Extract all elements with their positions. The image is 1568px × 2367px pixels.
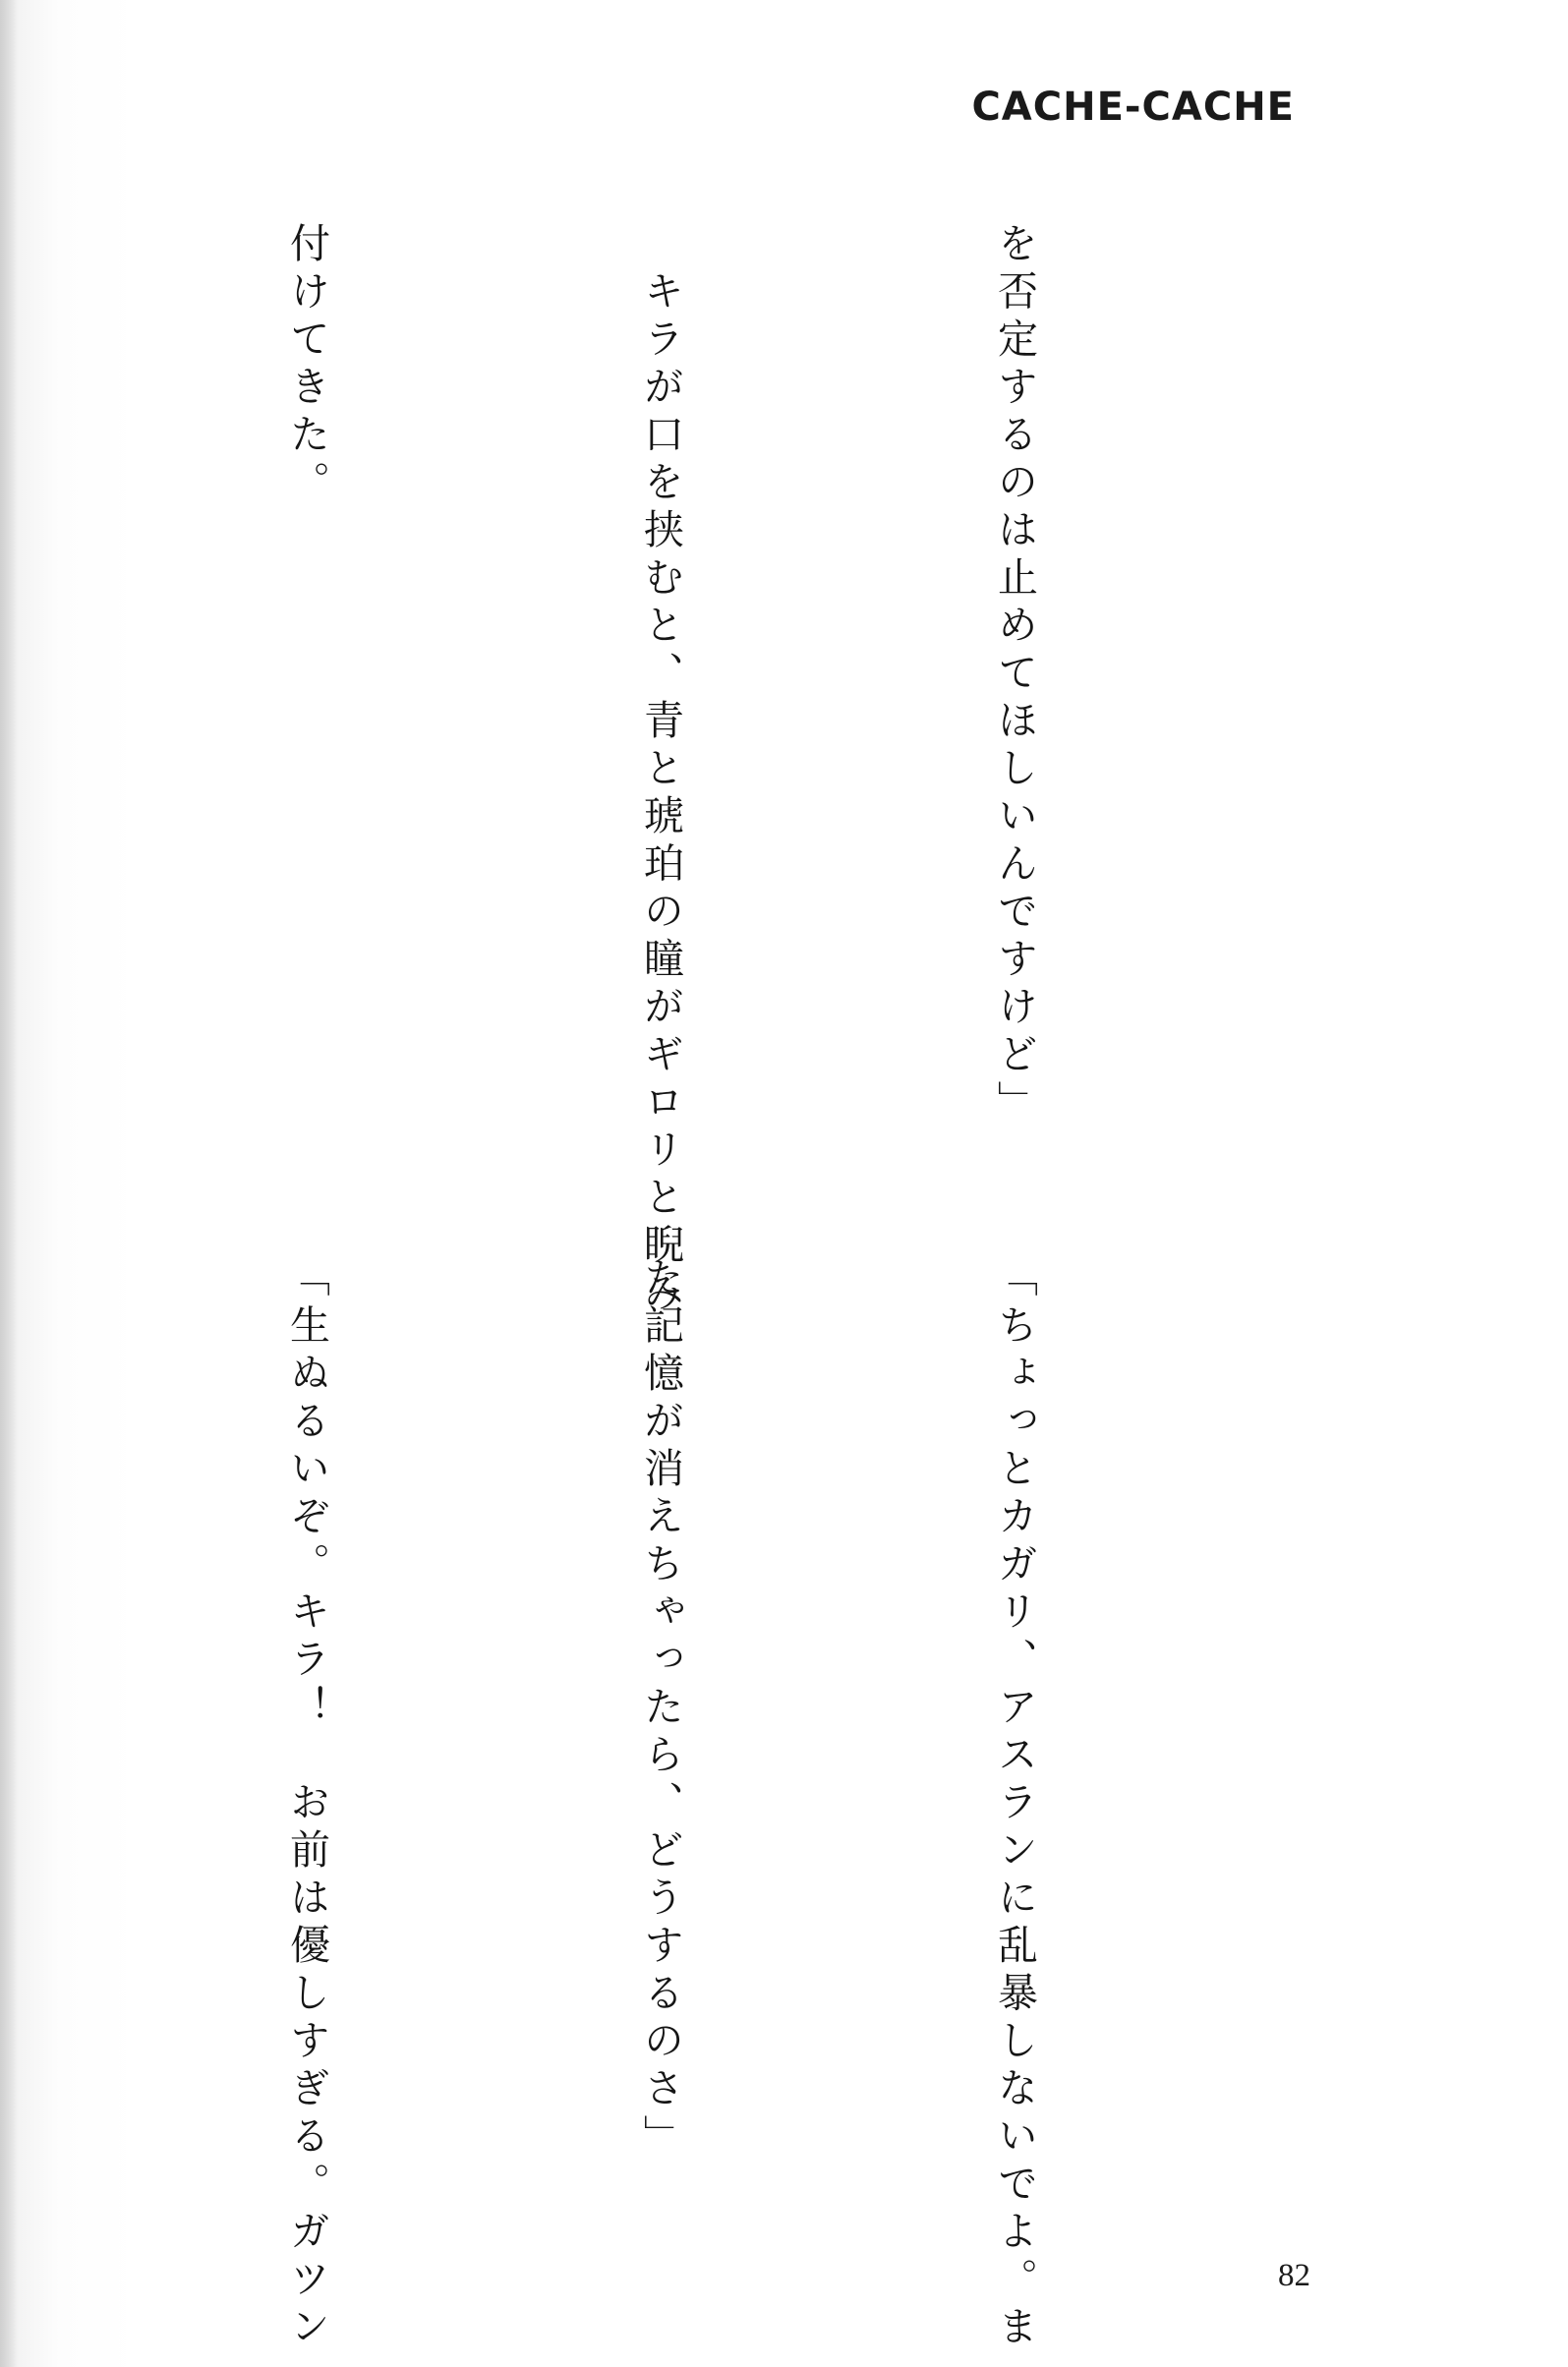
page-number: 82 — [1278, 2258, 1310, 2293]
running-title: CACHE-CACHE — [971, 85, 1295, 130]
text-line: 付けてきた。 — [283, 222, 330, 508]
text-line — [0, 222, 12, 1205]
text-line: 「ちょっとカガリ、アスランに乱暴しないでよ。ま — [991, 1256, 1038, 2353]
text-line: 「生ぬるいぞ。キラ！ お前は優しすぎる。ガツン — [283, 1256, 330, 2353]
text-line — [0, 1256, 12, 2200]
text-line: た記憶が消えちゃったら、どうするのさ」 — [637, 1256, 684, 2163]
text-line: を否定するのは止めてほしいんですけど」 — [991, 222, 1038, 1128]
text-line: キラが口を挟むと、青と琥珀の瞳がギロリと睨み — [637, 222, 684, 1319]
upper-text-block — [0, 222, 1309, 1319]
